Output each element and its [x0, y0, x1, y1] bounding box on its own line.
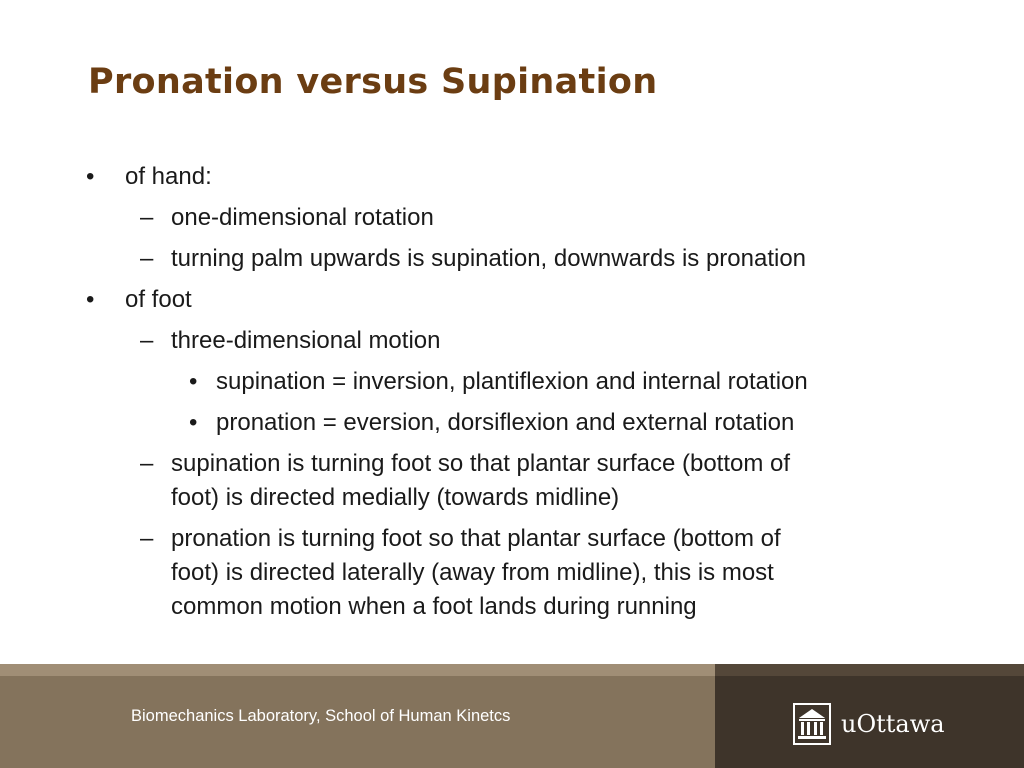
footer-right-band	[715, 664, 1024, 676]
footer-text: Biomechanics Laboratory, School of Human Kinetcs	[131, 707, 511, 725]
bullet-marker: •	[86, 286, 95, 313]
list-item-line: common motion when a foot lands during running	[171, 593, 697, 620]
bullet-marker: •	[86, 163, 95, 190]
list-item: pronation = eversion, dorsiflexion and external rotation	[216, 409, 795, 436]
dash-marker: –	[140, 450, 154, 477]
list-item-line: pronation is turning foot so that plantar surface (bottom of	[171, 525, 781, 552]
bullet-marker: •	[189, 409, 198, 436]
dash-marker: –	[140, 204, 154, 231]
footer	[0, 664, 1024, 768]
bullet-marker: •	[189, 368, 198, 395]
list-item: one-dimensional rotation	[171, 204, 434, 231]
dash-marker: –	[140, 327, 154, 354]
university-building-icon	[793, 703, 831, 745]
list-item: three-dimensional motion	[171, 327, 441, 354]
list-item: of hand:	[125, 163, 212, 190]
footer-left-band	[0, 664, 715, 676]
list-item: of foot	[125, 286, 192, 313]
list-item: supination = inversion, plantiflexion and internal rotation	[216, 368, 808, 395]
list-item-line: foot) is directed laterally (away from midline), this is most	[171, 559, 774, 586]
dash-marker: –	[140, 245, 154, 272]
uottawa-logo	[793, 703, 945, 745]
list-item-line: supination is turning foot so that plantar surface (bottom of	[171, 450, 791, 477]
list-item-line: foot) is directed medially (towards midline)	[171, 484, 620, 511]
slide-title: Pronation versus Supination	[88, 62, 658, 102]
list-item: turning palm upwards is supination, downwards is pronation	[171, 245, 807, 272]
logo-text: uOttawa	[841, 710, 945, 738]
dash-marker: –	[140, 525, 154, 552]
